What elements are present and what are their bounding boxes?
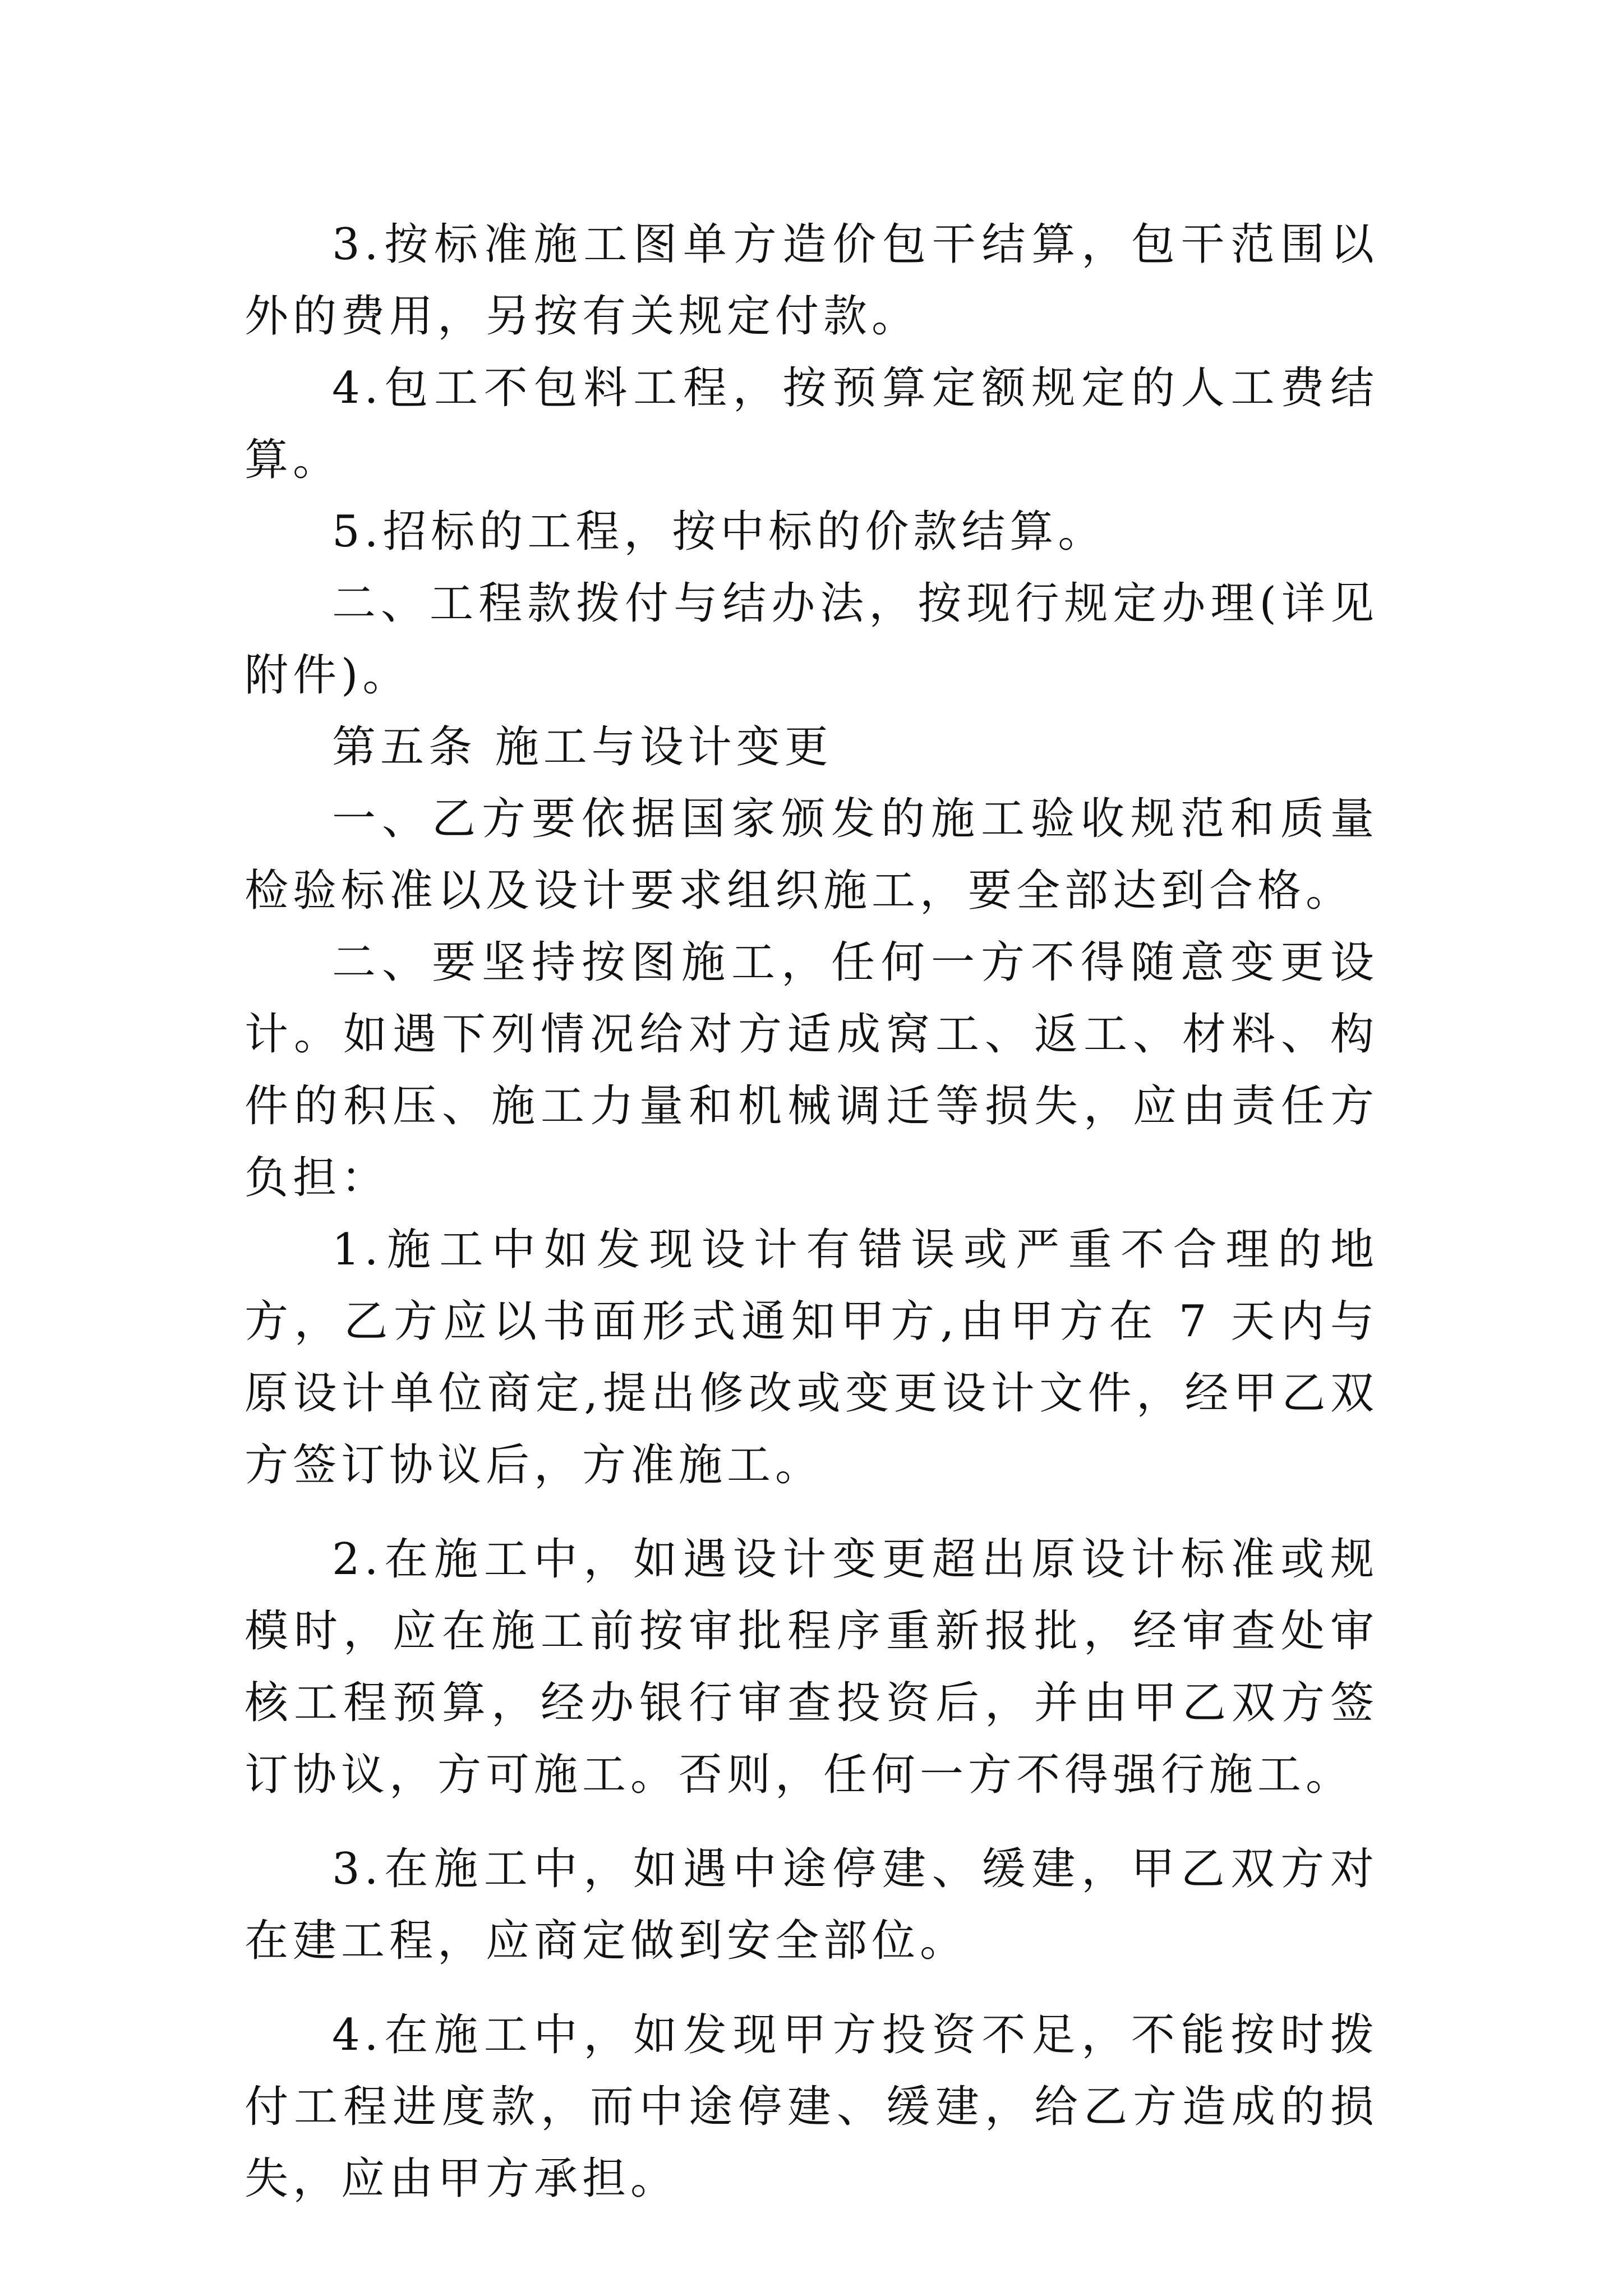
paragraph-payment-method: 二、工程款拨付与结办法，按现行规定办理(详见附件)。 xyxy=(245,578,1378,701)
paragraph-labor-only: 4.包工不包料工程，按预算定额规定的人工费结算。 xyxy=(245,363,1378,485)
paragraph-insufficient-investment: 4.在施工中，如发现甲方投资不足，不能按时拨付工程进度款，而中途停建、缓建，给乙方造成的损失，应由甲方承担。 xyxy=(245,2010,1378,2204)
paragraph-follow-drawings: 二、要坚持按图施工，任何一方不得随意变更设计。如遇下列情况给对方适成窝工、返工、材料、构件的积压、施工力量和机械调迁等损失，应由责任方负担： xyxy=(245,937,1378,1203)
document-body xyxy=(245,209,1378,2215)
article-five-heading: 第五条 施工与设计变更 xyxy=(332,722,833,772)
paragraph-tender-settlement: 5.招标的工程，按中标的价款结算。 xyxy=(332,507,1106,557)
paragraph-construction-standards: 一、乙方要依据国家颁发的施工验收规范和质量检验标准以及设计要求组织施工，要全部达到合格。 xyxy=(245,794,1378,916)
paragraph-design-error: 1.施工中如发现设计有错误或严重不合理的地方，乙方应以书面形式通知甲方,由甲方在 7 天内与原设计单位商定,提出修改或变更设计文件，经甲乙双方签订协议后，方准施工。 xyxy=(245,1225,1378,1490)
paragraph-suspension: 3.在施工中，如遇中途停建、缓建，甲乙双方对在建工程，应商定做到安全部位。 xyxy=(245,1844,1378,1966)
paragraph-settlement-lump-sum: 3.按标准施工图单方造价包干结算，包干范围以外的费用，另按有关规定付款。 xyxy=(245,219,1378,342)
paragraph-design-change: 2.在施工中，如遇设计变更超出原设计标准或规模时，应在施工前按审批程序重新报批，经审查处审核工程预算，经办银行审查投资后，并由甲乙双方签订协议，方可施工。否则，任何一方不得强行施工。 xyxy=(245,1534,1378,1800)
